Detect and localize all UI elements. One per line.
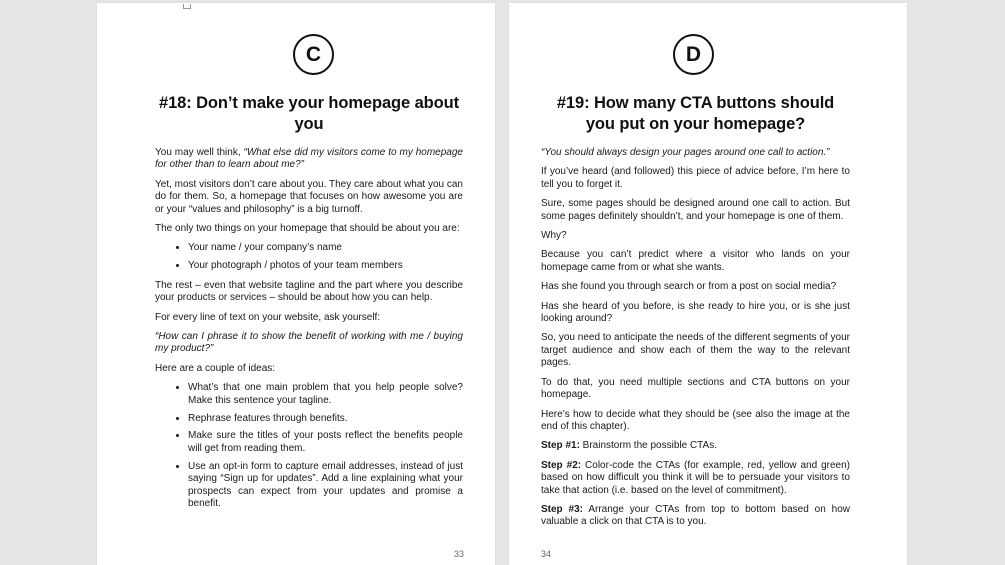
- step-text: Brainstorm the possible CTAs.: [579, 440, 717, 452]
- paragraph: Has she found you through search or from a post on social media?: [541, 281, 837, 293]
- chapter-heading: #18: Don’t make your homepage about you: [159, 94, 459, 133]
- paragraph: Has she heard of you before, is she ready to hire you, or is she just looking around?: [541, 300, 850, 325]
- step-paragraph: [541, 460, 850, 497]
- chapter-heading: #19: How many CTA buttons should you put on your homepage?: [556, 94, 835, 133]
- paragraph: Why?: [541, 230, 567, 242]
- quote-text: “How can I phrase it to show the benefit of working with me / buying my product?”: [155, 330, 463, 355]
- page-number: 33: [454, 549, 465, 559]
- paragraph: To do that, you need multiple sections and CTA buttons on your homepage.: [541, 376, 850, 401]
- bullet-list: [155, 382, 463, 510]
- quote-text: “You should always design your pages around one call to action.”: [541, 147, 830, 158]
- paragraph: Yet, most visitors don’t care about you. They care about what you can do for them. So, a homepage that focuses on how awesome you are or your “values and philosophy” is a big turnoff.: [155, 178, 463, 215]
- paragraph: Here are a couple of ideas:: [155, 362, 276, 374]
- paragraph: Because you can’t predict where a visitor who lands on your homepage came from or what she wants.: [541, 249, 850, 273]
- step-label: Step #2:: [541, 459, 582, 471]
- step-label: Step #3:: [541, 503, 583, 515]
- paragraph: So, you need to anticipate the needs of the different segments of your target audience and show each of them the way to the relevant pages.: [541, 332, 850, 369]
- paragraph: The rest – even that website tagline and the part where you describe your products or services – should be about how you can help.: [155, 279, 463, 304]
- list-item: • Your name / your company’s name: [188, 242, 463, 254]
- page-corner-marker: [183, 4, 191, 9]
- paragraph: [155, 147, 463, 172]
- quote-paragraph: [541, 147, 850, 159]
- paragraph: If you’ve heard (and followed) this piece of advice before, I’m here to tell you to forget it.: [541, 166, 850, 190]
- page-right: [509, 3, 907, 565]
- paragraph: Sure, some pages should be designed around one call to action. But some pages definitely shouldn’t, and your homepage is one of them.: [541, 198, 850, 222]
- step-paragraph: [541, 440, 850, 452]
- paragraph: Here’s how to decide what they should be (see also the image at the end of this chapter).: [541, 408, 850, 432]
- bullet-list: [155, 242, 463, 272]
- step-label: Step #1:: [541, 440, 580, 452]
- paragraph: For every line of text on your website, ask yourself:: [155, 311, 381, 323]
- step-paragraph: [541, 504, 850, 529]
- section-badge: C: [293, 34, 334, 75]
- list-item: • Make sure the titles of your posts reflect the benefits people will get from reading them.: [188, 430, 463, 455]
- list-item: • Use an opt-in form to capture email addresses, instead of just saying “Sign up for updates”. Add a line explaining what your prospects can expect from your updates and promise a benefit.: [188, 461, 463, 511]
- page-left: [97, 3, 495, 565]
- step-text: Arrange your CTAs from top to bottom based on how valuable a click on that CTA is to you.: [541, 503, 850, 528]
- quote-paragraph: [155, 331, 463, 356]
- intro-quote: “What else did my visitors come to my homepage for other than to learn about me?”: [155, 147, 463, 171]
- section-badge: D: [673, 34, 714, 75]
- page-content: [541, 93, 850, 536]
- paragraph: The only two things on your homepage that should be about you are:: [155, 223, 460, 235]
- page-content: [155, 93, 463, 517]
- intro-prefix: You may well think,: [155, 147, 244, 158]
- list-item: • What’s that one main problem that you help people solve? Make this sentence your tagline.: [188, 382, 463, 407]
- step-text: Color-code the CTAs (for example, red, yellow and green) based on how difficult you think it will be to persuade your visitors to take that action (i.e. based on the level of commitment).: [541, 459, 851, 496]
- list-item: • Your photograph / photos of your team members: [188, 260, 463, 272]
- list-item: • Rephrase features through benefits.: [188, 413, 463, 425]
- page-number: 34: [541, 549, 552, 559]
